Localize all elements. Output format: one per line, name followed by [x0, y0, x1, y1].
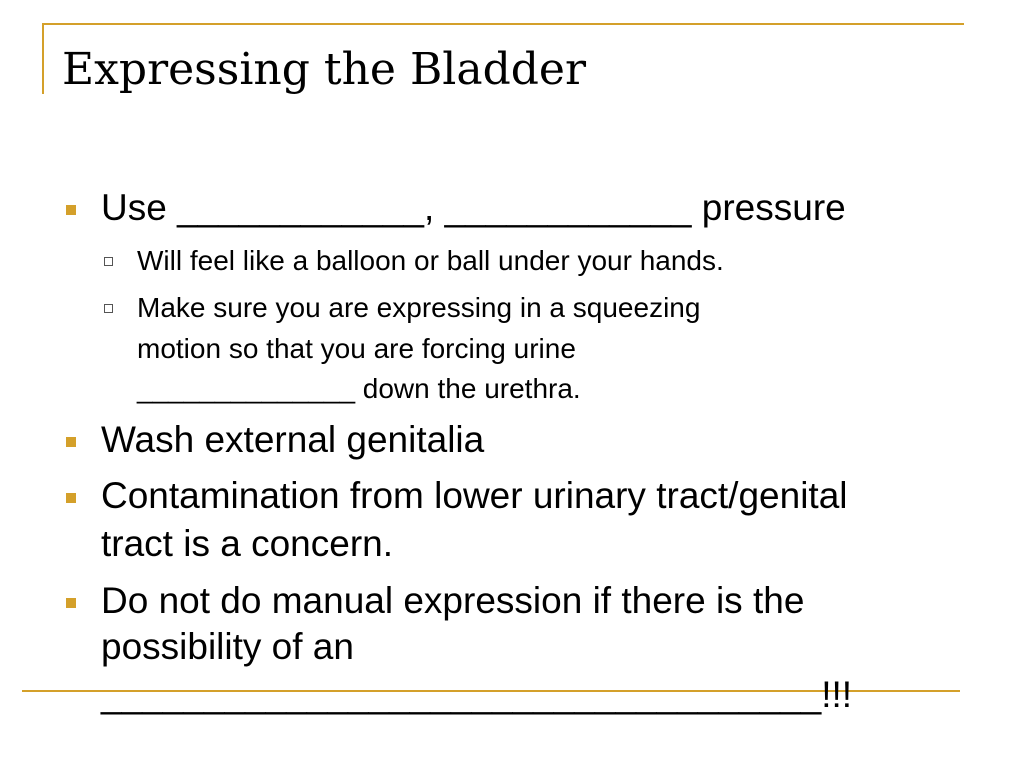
bullet-4-line-2: possibility of an: [101, 626, 354, 667]
bullet-square-icon: [66, 205, 76, 215]
sub-bullet-2-line-1: Make sure you are expressing in a squeezing: [137, 292, 701, 323]
bullet-4-line-3: ___________________________________!!!: [101, 674, 853, 715]
sub-bullet-checkbox-icon: [104, 304, 113, 313]
sub-bullet-2-line-2: motion so that you are forcing urine: [137, 333, 576, 364]
bullet-square-icon: [66, 598, 76, 608]
bullet-4-line-1: Do not do manual expression if there is the: [101, 580, 805, 621]
top-rule: [42, 23, 964, 25]
left-rule: [42, 23, 44, 94]
slide-title: Expressing the Bladder: [62, 44, 586, 95]
bullet-1-line-1: Use ____________, ____________ pressure: [101, 187, 846, 228]
bullet-3-line-2: tract is a concern.: [101, 523, 394, 564]
sub-bullet-1-line-1: Will feel like a balloon or ball under your hands.: [137, 245, 724, 276]
sub-bullet-2-line-3: ______________ down the urethra.: [137, 373, 581, 404]
bullet-3-line-1: Contamination from lower urinary tract/genital: [101, 475, 848, 516]
bullet-square-icon: [66, 493, 76, 503]
sub-bullet-checkbox-icon: [104, 257, 113, 266]
bullet-2-line-1: Wash external genitalia: [101, 419, 485, 460]
bullet-square-icon: [66, 437, 76, 447]
